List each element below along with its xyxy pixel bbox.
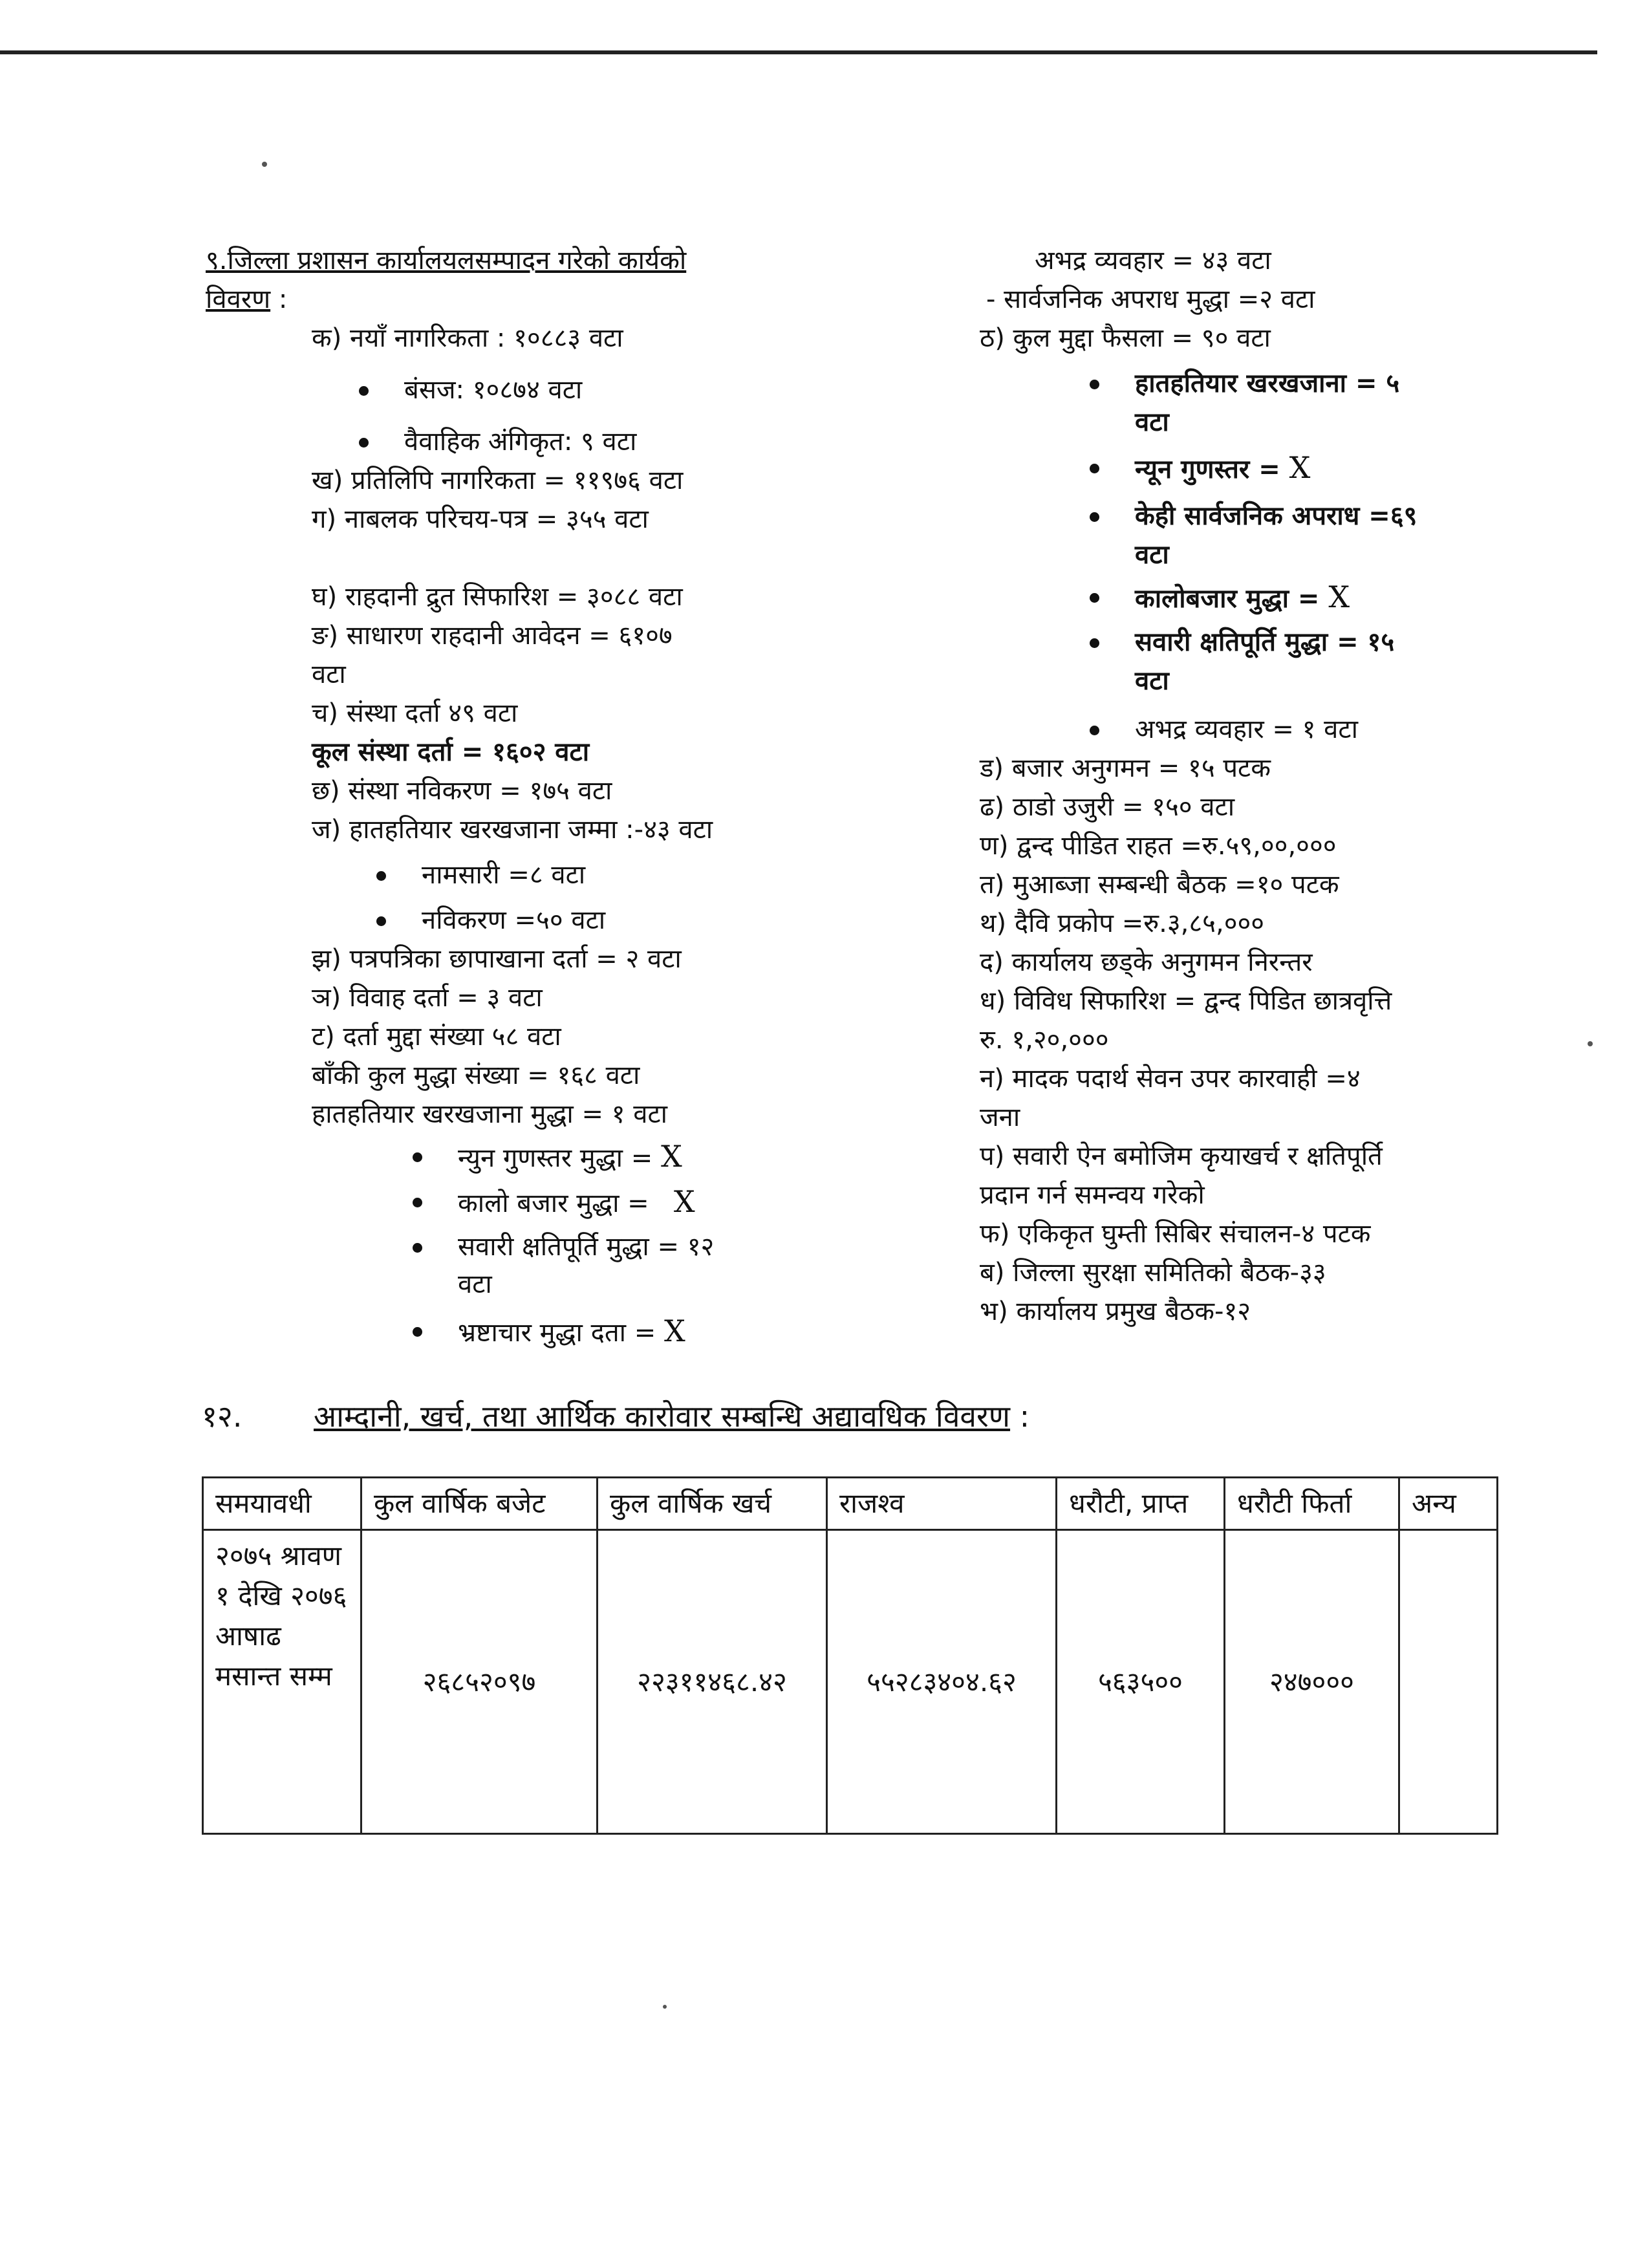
list-item-text: कालोबजार मुद्धा = bbox=[1135, 584, 1320, 614]
arms-total: ज) हातहतियार खरखजाना जम्मा :-४३ वटा bbox=[312, 815, 713, 845]
section9-title-line1: ९.जिल्ला प्रशासन कार्यालयलसम्पादन गरेको कार्यको bbox=[206, 246, 687, 275]
cross-mark: X bbox=[1289, 450, 1311, 485]
marriage-registration: ञ) विवाह दर्ता = ३ वटा bbox=[312, 983, 543, 1013]
list-item-text: न्यून गुणस्तर = bbox=[1135, 455, 1280, 484]
cross-mark: X bbox=[663, 1313, 685, 1348]
misbehavior-cases: अभद्र व्यवहार = ४३ वटा bbox=[1035, 246, 1271, 275]
section12-title-text: आम्दानी, खर्च, तथा आर्थिक कारोवार सम्बन्धि अद्यावधिक विवरण bbox=[314, 1399, 1011, 1434]
org-registration: च) संस्था दर्ता ४९ वटा bbox=[312, 698, 518, 728]
security-committee: ब) जिल्ला सुरक्षा समितिको बैठक-३३ bbox=[980, 1258, 1326, 1288]
list-item bbox=[1135, 449, 1310, 488]
cross-mark: X bbox=[673, 1184, 695, 1219]
new-citizenship: क) नयाँ नागरिकता : १०८८३ वटा bbox=[312, 323, 623, 353]
other-cell bbox=[1399, 1530, 1498, 1834]
conflict-relief: ण) द्वन्द पीडित राहत =रु.५९,००,००० bbox=[980, 831, 1337, 861]
column-header: अन्य bbox=[1399, 1478, 1498, 1530]
remaining-cases: बाँकी कुल मुद्धा संख्या = १६८ वटा bbox=[312, 1061, 640, 1090]
deposit-received-cell: ५६३५०० bbox=[1057, 1530, 1225, 1834]
revenue-cell: ५५२८३४०४.६२ bbox=[827, 1530, 1057, 1834]
misc-recommendation: ध) विविध सिफारिश = द्वन्द पिडित छात्रवृत्ति bbox=[980, 986, 1392, 1016]
finance-table bbox=[202, 1476, 1498, 1835]
surprise-monitoring: द) कार्यालय छड्के अनुगमन निरन्तर bbox=[980, 947, 1313, 977]
scan-speck bbox=[663, 2005, 667, 2009]
section12-number: १२. bbox=[202, 1399, 242, 1434]
scan-speck bbox=[1588, 1041, 1593, 1046]
mobile-camp: फ) एकिकृत घुम्ती सिबिर संचालन-४ पटक bbox=[980, 1219, 1371, 1249]
section9-title-line2 bbox=[206, 281, 287, 318]
list-item: अभद्र व्यवहार = १ वटा bbox=[1135, 711, 1358, 748]
list-item-text: न्युन गुणस्तर मुद्धा = bbox=[458, 1143, 653, 1173]
list-item-cont: वटा bbox=[458, 1269, 492, 1299]
column-header: कुल वार्षिक खर्च bbox=[598, 1478, 827, 1530]
section12-title-colon: : bbox=[1019, 1399, 1030, 1434]
list-item: सवारी क्षतिपूर्ति मुद्धा = १५ bbox=[1135, 624, 1394, 660]
column-header: राजश्व bbox=[827, 1478, 1057, 1530]
chief-meetings: भ) कार्यालय प्रमुख बैठक-१२ bbox=[980, 1297, 1251, 1326]
list-item bbox=[458, 1313, 685, 1351]
public-offence-cases bbox=[986, 281, 1315, 318]
list-item: नविकरण =५० वटा bbox=[422, 902, 605, 938]
list-item: वैवाहिक अंगिकृत: ९ वटा bbox=[404, 424, 636, 460]
list-item: सवारी क्षतिपूर्ति मुद्धा = १२ bbox=[458, 1229, 714, 1265]
table-row bbox=[203, 1530, 1498, 1834]
passport-fast: घ) राहदानी द्रुत सिफारिश = ३०८८ वटा bbox=[312, 582, 683, 612]
total-org-registration: कूल संस्था दर्ता = १६०२ वटा bbox=[312, 737, 590, 767]
column-header: समयावधी bbox=[203, 1478, 361, 1530]
column-header: धरौटी, प्राप्त bbox=[1057, 1478, 1225, 1530]
deposit-returned-cell: २४७००० bbox=[1225, 1530, 1399, 1834]
vehicle-act-cont: प्रदान गर्न समन्वय गरेको bbox=[980, 1180, 1205, 1210]
passport-normal: ङ) साधारण राहदानी आवेदन = ६१०७ bbox=[312, 621, 673, 651]
section12-title bbox=[314, 1397, 1029, 1436]
direct-complaints: ढ) ठाडो उजुरी = १५० वटा bbox=[980, 792, 1235, 822]
list-item-text: भ्रष्टाचार मुद्धा दता = bbox=[458, 1318, 656, 1348]
column-header: धरौटी फिर्ता bbox=[1225, 1478, 1399, 1530]
case-registration: ट) दर्ता मुद्दा संख्या ५८ वटा bbox=[312, 1022, 561, 1052]
total-verdicts: ठ) कुल मुद्दा फैसला = ९० वटा bbox=[980, 323, 1271, 353]
cross-mark: X bbox=[660, 1139, 682, 1174]
column-header: कुल वार्षिक बजेट bbox=[361, 1478, 598, 1530]
section9-title-word: विवरण bbox=[206, 285, 271, 314]
vehicle-act: प) सवारी ऐन बमोजिम कृयाखर्च र क्षतिपूर्ति bbox=[980, 1141, 1383, 1171]
copy-citizenship: ख) प्रतिलिपि नागरिकता = ११९७६ वटा bbox=[312, 466, 684, 495]
list-item bbox=[458, 1183, 695, 1222]
disaster: थ) दैवि प्रकोप =रु.३,८५,००० bbox=[980, 909, 1265, 938]
list-item-cont: वटा bbox=[1135, 540, 1169, 570]
public-offence-text: - सार्वजनिक अपराध मुद्धा =२ वटा bbox=[986, 285, 1315, 314]
budget-cell: २६८५२०९७ bbox=[361, 1530, 598, 1834]
period-cell: २०७५ श्रावण १ देखि २०७६ आषाढ मसान्त सम्म bbox=[203, 1530, 361, 1834]
org-renewal: छ) संस्था नविकरण = १७५ वटा bbox=[312, 776, 612, 806]
cross-mark: X bbox=[1328, 579, 1350, 614]
misc-recommendation-amount: रु. १,२०,००० bbox=[980, 1025, 1109, 1055]
list-item-text: कालो बजार मुद्धा = bbox=[458, 1189, 649, 1218]
minor-id: ग) नाबलक परिचय-पत्र = ३५५ वटा bbox=[312, 504, 649, 534]
expense-cell: २२३११४६८.४२ bbox=[598, 1530, 827, 1834]
list-item bbox=[458, 1138, 682, 1176]
passport-normal-cont: वटा bbox=[312, 660, 346, 689]
list-item: बंसज: १०८७४ वटा bbox=[404, 372, 582, 408]
top-rule bbox=[0, 50, 1597, 54]
list-item-cont: वटा bbox=[1135, 407, 1169, 437]
press-registration: झ) पत्रपत्रिका छापाखाना दर्ता = २ वटा bbox=[312, 944, 682, 974]
list-item bbox=[1135, 579, 1350, 617]
section9-title-colon: : bbox=[278, 285, 288, 314]
narcotics-action: न) मादक पदार्थ सेवन उपर कारवाही =४ bbox=[980, 1064, 1361, 1094]
market-monitoring: ड) बजार अनुगमन = १५ पटक bbox=[980, 753, 1271, 783]
narcotics-action-cont: जना bbox=[980, 1103, 1020, 1132]
list-item-cont: वटा bbox=[1135, 666, 1169, 696]
arms-cases: हातहतियार खरखजाना मुद्धा = १ वटा bbox=[312, 1099, 668, 1129]
list-item: केही सार्वजनिक अपराध =६९ bbox=[1135, 498, 1417, 534]
scan-speck bbox=[262, 162, 267, 167]
list-item: हातहतियार खरखजाना = ५ bbox=[1135, 365, 1399, 402]
compensation-meetings: त) मुआब्जा सम्बन्धी बैठक =१० पटक bbox=[980, 870, 1339, 900]
list-item: नामसारी =८ वटा bbox=[422, 857, 585, 893]
table-header-row bbox=[203, 1478, 1498, 1530]
